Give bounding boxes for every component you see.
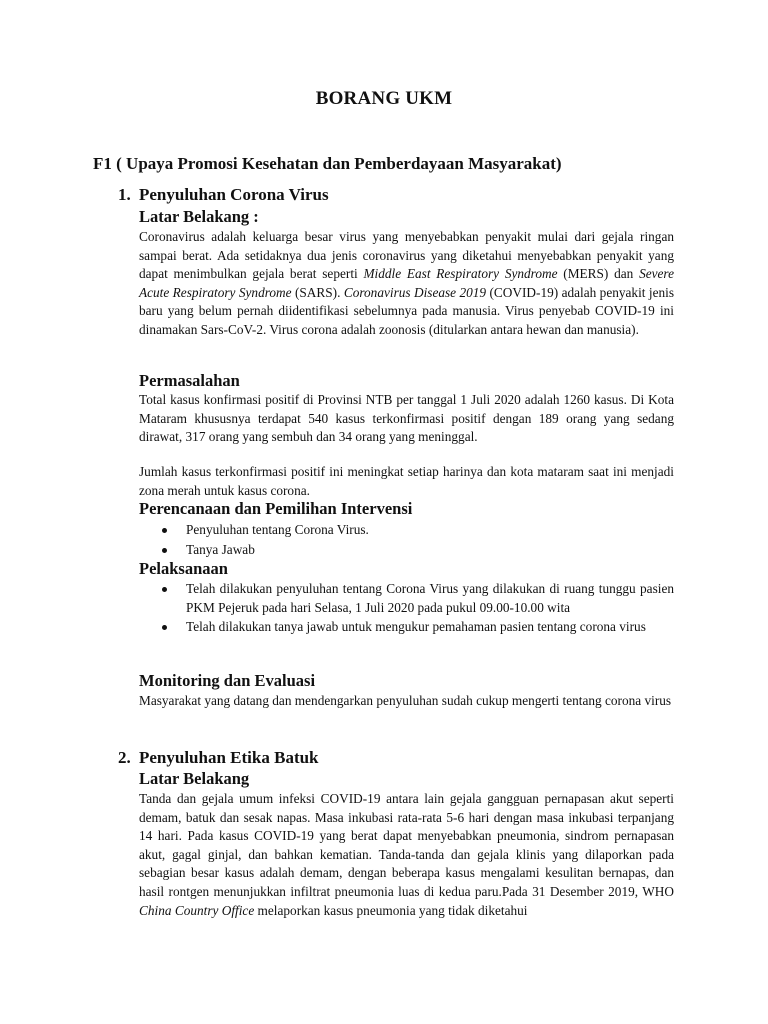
section1-pelaksanaan-heading: Pelaksanaan: [139, 559, 228, 578]
list-item: Telah dilakukan penyuluhan tentang Corona Virus yang dilakukan di ruang tunggu pasien PKM Pejeruk pada hari Selasa, 1 Juli 2020 pada pukul 09.00-10.00 wita: [139, 580, 674, 617]
section1-latar-paragraph: Coronavirus adalah keluarga besar virus yang menyebabkan penyakit mulai dari gejala ringan sampai berat. Ada setidaknya dua jenis coronavirus yang diketahui menyebabkan penyakit yang dapat menimbulkan gejala berat seperti Middle East Respiratory Syndrome (MERS) dan Severe Acute Respiratory Syndrome (SARS). Coronavirus Disease 2019 (COVID-19) adalah penyakit jenis baru yang belum pernah diidentifikasi sebelumnya pada manusia. Virus penyebab COVID-19 ini dinamakan Sars-CoV-2. Virus corona adalah zoonosis (ditularkan antara hewan dan manusia).: [139, 229, 674, 337]
f1-heading: F1 ( Upaya Promosi Kesehatan dan Pemberdayaan Masyarakat): [93, 154, 562, 173]
section1-monitoring-paragraph: Masyarakat yang datang dan mendengarkan penyuluhan sudah cukup mengerti tentang corona virus: [139, 693, 672, 708]
section1-perencanaan-list: [139, 521, 674, 560]
list-item: Penyuluhan tentang Corona Virus.: [139, 521, 674, 540]
section1-pelaksanaan-list: [139, 580, 674, 638]
list-item: Telah dilakukan tanya jawab untuk mengukur pemahaman pasien tentang corona virus: [139, 618, 674, 637]
section2-title: Penyuluhan Etika Batuk: [139, 748, 319, 767]
section2-latar-paragraph: Tanda dan gejala umum infeksi COVID-19 antara lain gejala gangguan pernapasan akut seperti demam, batuk dan sesak napas. Masa inkubasi rata-rata 5-6 hari dengan masa inkubasi terpanjang 14 hari. Pada kasus COVID-19 yang berat dapat menyebabkan pneumonia, sindrom pernapasan akut, gagal ginjal, dan bahkan kematian. Tanda-tanda dan gejala klinis yang dilaporkan pada sebagian besar kasus adalah demam, dengan beberapa kasus mengalami kesulitan bernapas, dan hasil rontgen menunjukkan infiltrat pneumonia luas di kedua paru.Pada 31 Desember 2019, WHO China Country Office melaporkan kasus pneumonia yang tidak diketahui: [139, 791, 674, 918]
bullet-icon: [162, 587, 167, 592]
section1-latar-heading: Latar Belakang :: [139, 207, 259, 226]
section2-latar-heading: Latar Belakang: [139, 769, 250, 788]
section1-permasalahan-heading: Permasalahan: [139, 371, 240, 390]
section1-monitoring-heading: Monitoring dan Evaluasi: [139, 671, 316, 690]
section1-title: Penyuluhan Corona Virus: [139, 185, 329, 204]
section2-number: 2.: [118, 748, 131, 767]
page-title: BORANG UKM: [315, 88, 453, 109]
section1-permasalahan-paragraph-2: Jumlah kasus terkonfirmasi positif ini meningkat setiap harinya dan kota mataram saat ini menjadi zona merah untuk kasus corona.: [139, 464, 674, 498]
section1-perencanaan-heading: Perencanaan dan Pemilihan Intervensi: [139, 499, 413, 518]
list-item: Tanya Jawab: [139, 541, 674, 560]
section1-number: 1.: [118, 185, 131, 204]
bullet-icon: [162, 625, 167, 630]
section1-permasalahan-paragraph: Total kasus konfirmasi positif di Provinsi NTB per tanggal 1 Juli 2020 adalah 1260 kasus. Di Kota Mataram khususnya terdapat 540 kasus terkonfirmasi positif dengan 189 orang yang sedang dirawat, 317 orang yang sembuh dan 34 orang yang meninggal.: [139, 392, 674, 445]
bullet-icon: [162, 548, 167, 553]
bullet-icon: [162, 528, 167, 533]
